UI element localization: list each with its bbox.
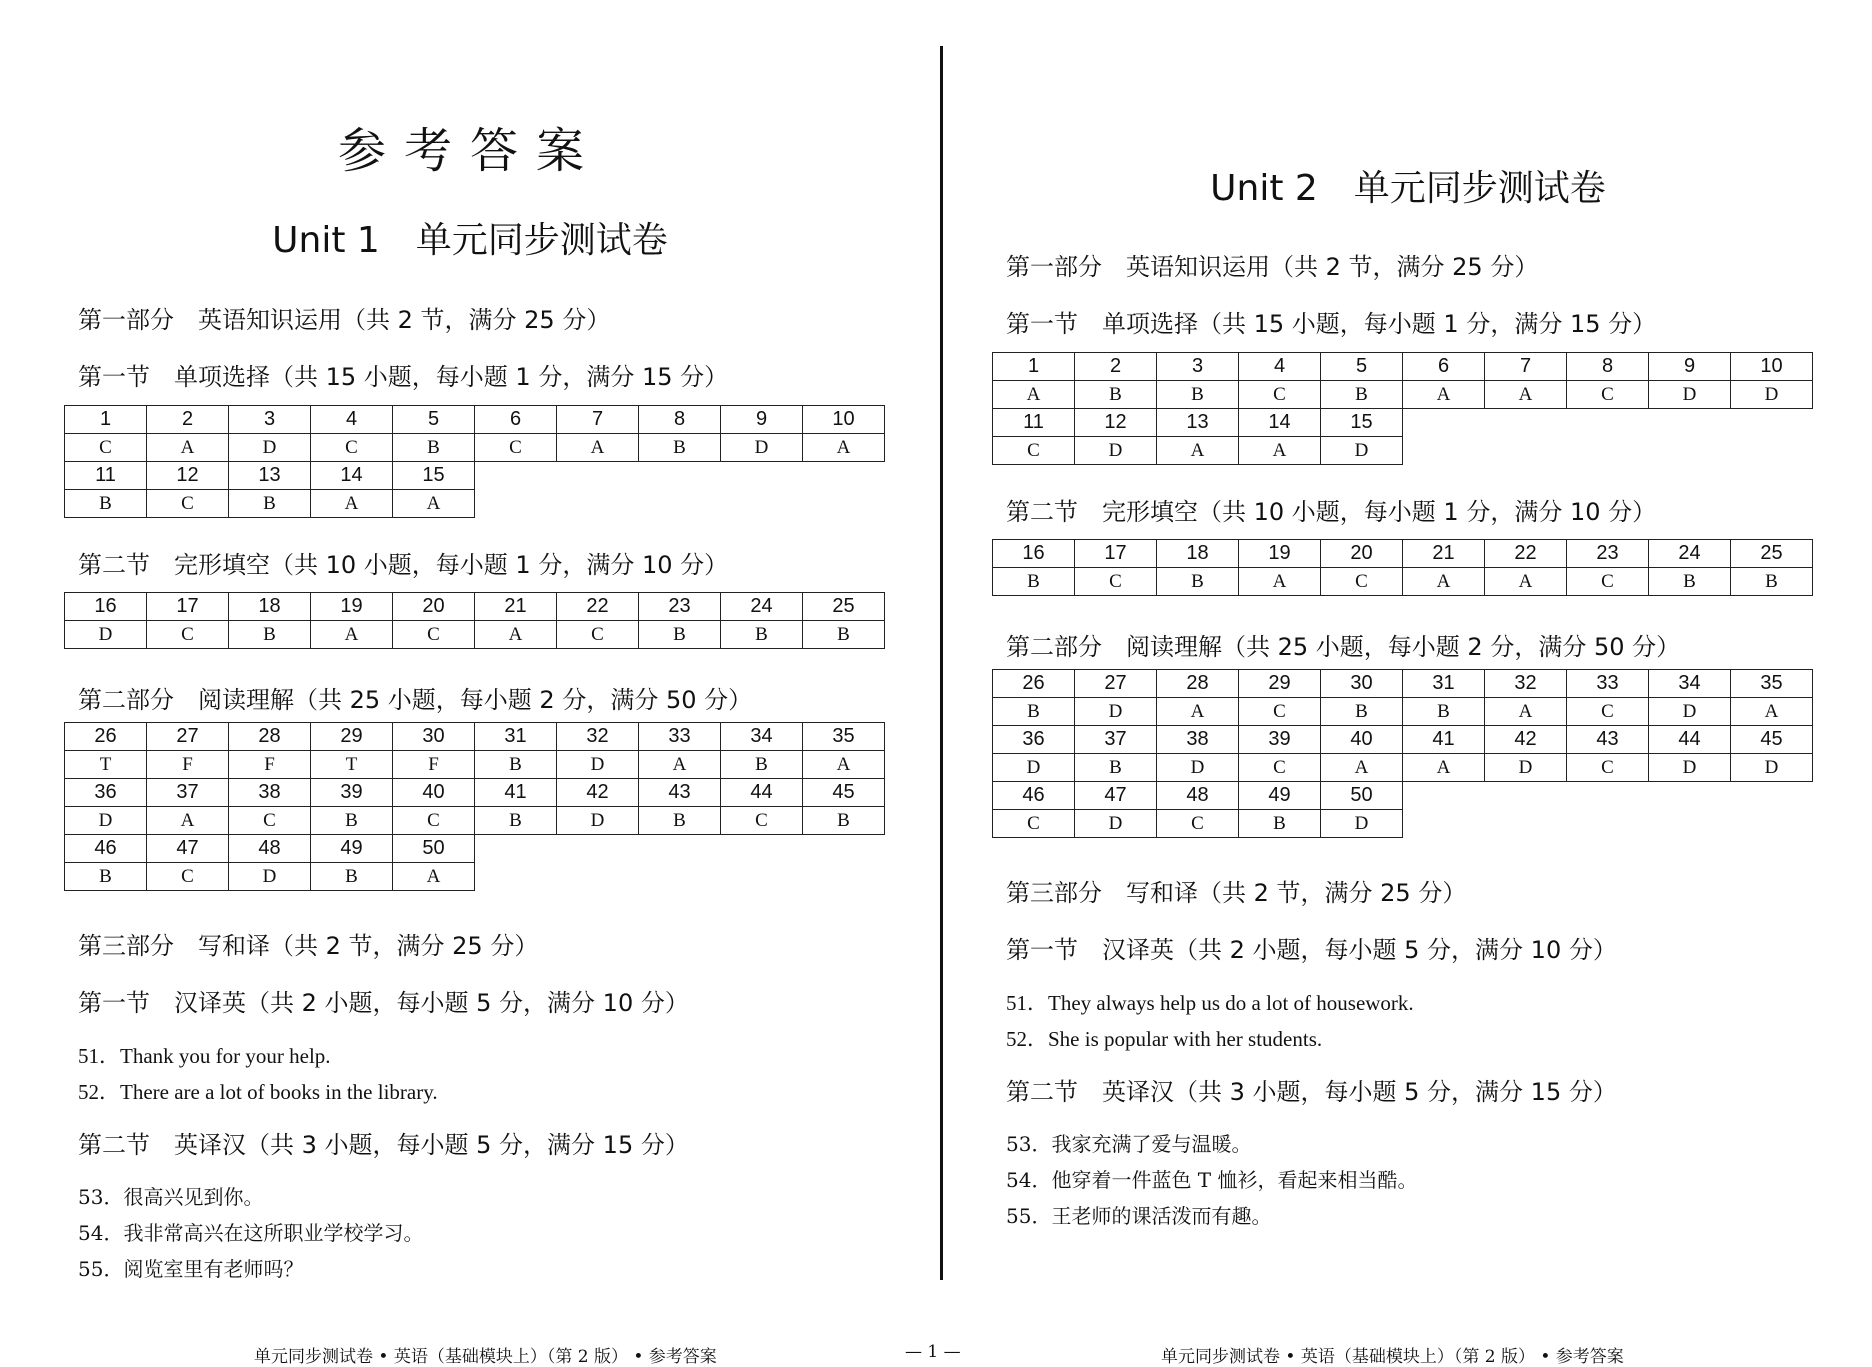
- unit1-part1-heading: 第一部分 英语知识运用（共 2 节，满分 25 分）: [78, 306, 611, 334]
- question-number-cell: 41: [475, 779, 557, 807]
- question-number-row: [993, 353, 1813, 381]
- question-number-cell: 20: [393, 593, 475, 621]
- question-number-cell: 8: [639, 406, 721, 434]
- question-number-cell: 16: [65, 593, 147, 621]
- answer-cell: B: [993, 568, 1075, 596]
- unit2-answer-55: 55．王老师的课活泼而有趣。: [1006, 1204, 1272, 1228]
- unit2-part2-heading: 第二部分 阅读理解（共 25 小题，每小题 2 分，满分 50 分）: [1006, 633, 1681, 661]
- question-number-row: [65, 835, 885, 863]
- unit1-p3sec2-heading: 第二节 英译汉（共 3 小题，每小题 5 分，满分 15 分）: [78, 1131, 689, 1159]
- answer-cell: A: [475, 621, 557, 649]
- answer-cell: B: [639, 807, 721, 835]
- answer-cell: B: [311, 863, 393, 891]
- question-number-cell: 32: [1485, 670, 1567, 698]
- question-number-cell: 3: [1157, 353, 1239, 381]
- answer-cell: T: [311, 751, 393, 779]
- question-number-cell: 6: [1403, 353, 1485, 381]
- answer-cell: A: [639, 751, 721, 779]
- unit1-p3sec1-heading: 第一节 汉译英（共 2 小题，每小题 5 分，满分 10 分）: [78, 989, 689, 1017]
- question-number-cell: 11: [65, 462, 147, 490]
- answer-cell: B: [993, 698, 1075, 726]
- question-number-cell: 31: [475, 723, 557, 751]
- unit1-sec1-heading: 第一节 单项选择（共 15 小题，每小题 1 分，满分 15 分）: [78, 363, 729, 391]
- answer-cell: A: [1321, 754, 1403, 782]
- answer-cell: A: [803, 434, 885, 462]
- question-number-cell: 12: [1075, 409, 1157, 437]
- question-number-cell: 47: [147, 835, 229, 863]
- answer-row: [993, 810, 1813, 838]
- unit1-part2-heading: 第二部分 阅读理解（共 25 小题，每小题 2 分，满分 50 分）: [78, 686, 753, 714]
- question-number-cell: 35: [1731, 670, 1813, 698]
- answer-row: [65, 490, 885, 518]
- answer-cell: D: [557, 751, 639, 779]
- answer-cell: A: [147, 434, 229, 462]
- question-number-cell: 7: [557, 406, 639, 434]
- answer-row: [65, 751, 885, 779]
- question-number-cell: 38: [1157, 726, 1239, 754]
- answer-cell: C: [393, 807, 475, 835]
- answer-cell: B: [803, 807, 885, 835]
- question-number-cell: 14: [311, 462, 393, 490]
- question-number-cell: 35: [803, 723, 885, 751]
- answer-cell: B: [721, 751, 803, 779]
- question-number-cell: 15: [1321, 409, 1403, 437]
- unit2-sec1-table: [992, 352, 1813, 465]
- question-number-row: [65, 723, 885, 751]
- unit2-answer-51: 51．They always help us do a lot of housework.: [1006, 991, 1414, 1015]
- unit1-answer-51: 51．Thank you for your help.: [78, 1044, 331, 1068]
- question-number-cell: 18: [1157, 540, 1239, 568]
- answer-cell: A: [1403, 568, 1485, 596]
- answer-row: [65, 807, 885, 835]
- answer-row: [65, 434, 885, 462]
- answer-cell: F: [147, 751, 229, 779]
- unit1-answer-52: 52．There are a lot of books in the library.: [78, 1080, 438, 1104]
- answer-row: [993, 381, 1813, 409]
- answer-cell: B: [229, 621, 311, 649]
- answer-cell: D: [1321, 437, 1403, 465]
- answer-cell: A: [1485, 381, 1567, 409]
- answer-cell: A: [147, 807, 229, 835]
- answer-cell: C: [147, 490, 229, 518]
- answer-cell: D: [1731, 754, 1813, 782]
- answer-cell: D: [1075, 437, 1157, 465]
- unit2-sec1-heading: 第一节 单项选择（共 15 小题，每小题 1 分，满分 15 分）: [1006, 310, 1657, 338]
- question-number-cell: 39: [1239, 726, 1321, 754]
- answer-cell: T: [65, 751, 147, 779]
- unit2-p3sec2-heading: 第二节 英译汉（共 3 小题，每小题 5 分，满分 15 分）: [1006, 1078, 1617, 1106]
- question-number-cell: 29: [311, 723, 393, 751]
- unit1-part3-heading: 第三部分 写和译（共 2 节，满分 25 分）: [78, 932, 539, 960]
- answer-cell: B: [229, 490, 311, 518]
- question-number-cell: 29: [1239, 670, 1321, 698]
- question-number-cell: 39: [311, 779, 393, 807]
- question-number-cell: 43: [639, 779, 721, 807]
- question-number-cell: 23: [1567, 540, 1649, 568]
- answer-cell: D: [1485, 754, 1567, 782]
- answer-cell: B: [1321, 381, 1403, 409]
- question-number-cell: 4: [311, 406, 393, 434]
- question-number-cell: 25: [803, 593, 885, 621]
- question-number-cell: 21: [475, 593, 557, 621]
- answer-cell: A: [803, 751, 885, 779]
- question-number-cell: 18: [229, 593, 311, 621]
- question-number-cell: 28: [229, 723, 311, 751]
- question-number-cell: 1: [993, 353, 1075, 381]
- question-number-cell: 49: [1239, 782, 1321, 810]
- answer-row: [993, 698, 1813, 726]
- answer-cell: A: [1731, 698, 1813, 726]
- answer-cell: A: [393, 490, 475, 518]
- question-number-cell: 33: [1567, 670, 1649, 698]
- answer-cell: B: [1075, 381, 1157, 409]
- answer-cell: A: [311, 490, 393, 518]
- answer-cell: D: [993, 754, 1075, 782]
- question-number-cell: 36: [65, 779, 147, 807]
- answer-cell: D: [1731, 381, 1813, 409]
- unit2-part2-table: [992, 669, 1813, 838]
- question-number-cell: 42: [1485, 726, 1567, 754]
- answer-cell: D: [1075, 698, 1157, 726]
- answer-cell: B: [721, 621, 803, 649]
- question-number-cell: 37: [147, 779, 229, 807]
- question-number-cell: 11: [993, 409, 1075, 437]
- question-number-cell: 22: [1485, 540, 1567, 568]
- question-number-cell: 21: [1403, 540, 1485, 568]
- unit1-answer-54: 54．我非常高兴在这所职业学校学习。: [78, 1221, 424, 1245]
- answer-cell: A: [1403, 754, 1485, 782]
- question-number-cell: 19: [311, 593, 393, 621]
- question-number-cell: 10: [1731, 353, 1813, 381]
- answer-cell: A: [1403, 381, 1485, 409]
- answer-cell: C: [993, 437, 1075, 465]
- unit2-sec2-heading: 第二节 完形填空（共 10 小题，每小题 1 分，满分 10 分）: [1006, 498, 1657, 526]
- answer-cell: D: [229, 434, 311, 462]
- question-number-cell: 9: [721, 406, 803, 434]
- unit1-part2-table: [64, 722, 885, 891]
- answer-cell: C: [993, 810, 1075, 838]
- answer-cell: B: [393, 434, 475, 462]
- answer-cell: D: [65, 621, 147, 649]
- answer-cell: A: [557, 434, 639, 462]
- unit1-sec1-table: [64, 405, 885, 518]
- answer-cell: B: [475, 807, 557, 835]
- question-number-cell: 26: [65, 723, 147, 751]
- question-number-cell: 41: [1403, 726, 1485, 754]
- answer-row: [65, 621, 885, 649]
- question-number-cell: 45: [1731, 726, 1813, 754]
- question-number-row: [65, 406, 885, 434]
- question-number-cell: 34: [721, 723, 803, 751]
- answer-cell: B: [639, 621, 721, 649]
- answer-cell: C: [1157, 810, 1239, 838]
- question-number-cell: 6: [475, 406, 557, 434]
- question-number-cell: 24: [721, 593, 803, 621]
- answer-cell: D: [557, 807, 639, 835]
- column-divider: [940, 46, 943, 1280]
- question-number-cell: 49: [311, 835, 393, 863]
- answer-cell: A: [1239, 568, 1321, 596]
- unit2-part1-heading: 第一部分 英语知识运用（共 2 节，满分 25 分）: [1006, 253, 1539, 281]
- question-number-cell: 28: [1157, 670, 1239, 698]
- answer-cell: C: [229, 807, 311, 835]
- answer-row: [993, 568, 1813, 596]
- question-number-cell: 34: [1649, 670, 1731, 698]
- right-footer: 单元同步测试卷 • 英语（基础模块上）（第 2 版） • 参考答案: [1161, 1347, 1624, 1367]
- question-number-cell: 36: [993, 726, 1075, 754]
- answer-cell: C: [1567, 381, 1649, 409]
- answer-cell: D: [1649, 381, 1731, 409]
- answer-key-title: 参考答案: [337, 123, 602, 179]
- question-number-cell: 47: [1075, 782, 1157, 810]
- question-number-row: [65, 779, 885, 807]
- answer-cell: C: [1567, 568, 1649, 596]
- question-number-cell: 46: [993, 782, 1075, 810]
- answer-cell: C: [147, 621, 229, 649]
- answer-cell: B: [1731, 568, 1813, 596]
- question-number-cell: 42: [557, 779, 639, 807]
- question-number-cell: 45: [803, 779, 885, 807]
- question-number-cell: 27: [147, 723, 229, 751]
- question-number-cell: 40: [393, 779, 475, 807]
- unit1-answer-55: 55．阅览室里有老师吗？: [78, 1257, 304, 1281]
- unit1-sec2-table: [64, 592, 885, 649]
- question-number-cell: 9: [1649, 353, 1731, 381]
- page-number: — 1 —: [905, 1342, 961, 1362]
- answer-cell: B: [1403, 698, 1485, 726]
- question-number-cell: 50: [1321, 782, 1403, 810]
- question-number-cell: 2: [147, 406, 229, 434]
- question-number-cell: 20: [1321, 540, 1403, 568]
- answer-cell: D: [1075, 810, 1157, 838]
- question-number-row: [993, 670, 1813, 698]
- answer-cell: C: [557, 621, 639, 649]
- answer-cell: B: [65, 863, 147, 891]
- answer-cell: B: [475, 751, 557, 779]
- answer-cell: D: [1649, 698, 1731, 726]
- question-number-cell: 16: [993, 540, 1075, 568]
- question-number-row: [65, 462, 885, 490]
- question-number-cell: 43: [1567, 726, 1649, 754]
- question-number-row: [65, 593, 885, 621]
- answer-cell: B: [311, 807, 393, 835]
- question-number-cell: 44: [1649, 726, 1731, 754]
- question-number-cell: 4: [1239, 353, 1321, 381]
- question-number-cell: 38: [229, 779, 311, 807]
- question-number-cell: 48: [229, 835, 311, 863]
- answer-cell: C: [311, 434, 393, 462]
- question-number-cell: 13: [1157, 409, 1239, 437]
- answer-cell: A: [1485, 568, 1567, 596]
- unit1-answer-53: 53．很高兴见到你。: [78, 1185, 264, 1209]
- answer-cell: A: [311, 621, 393, 649]
- answer-cell: D: [1321, 810, 1403, 838]
- question-number-cell: 17: [1075, 540, 1157, 568]
- question-number-cell: 50: [393, 835, 475, 863]
- answer-cell: B: [1157, 381, 1239, 409]
- answer-cell: C: [393, 621, 475, 649]
- question-number-cell: 8: [1567, 353, 1649, 381]
- answer-cell: D: [65, 807, 147, 835]
- answer-cell: C: [1239, 698, 1321, 726]
- question-number-cell: 12: [147, 462, 229, 490]
- answer-cell: B: [1649, 568, 1731, 596]
- question-number-cell: 1: [65, 406, 147, 434]
- question-number-cell: 24: [1649, 540, 1731, 568]
- question-number-cell: 3: [229, 406, 311, 434]
- question-number-cell: 22: [557, 593, 639, 621]
- answer-cell: A: [1157, 437, 1239, 465]
- question-number-cell: 31: [1403, 670, 1485, 698]
- answer-cell: C: [1321, 568, 1403, 596]
- question-number-cell: 17: [147, 593, 229, 621]
- answer-cell: C: [721, 807, 803, 835]
- unit1-sec2-heading: 第二节 完形填空（共 10 小题，每小题 1 分，满分 10 分）: [78, 551, 729, 579]
- question-number-cell: 19: [1239, 540, 1321, 568]
- answer-cell: A: [1157, 698, 1239, 726]
- answer-cell: C: [1239, 754, 1321, 782]
- unit2-answer-52: 52．She is popular with her students.: [1006, 1027, 1323, 1051]
- question-number-cell: 33: [639, 723, 721, 751]
- question-number-cell: 7: [1485, 353, 1567, 381]
- answer-cell: A: [993, 381, 1075, 409]
- answer-cell: A: [393, 863, 475, 891]
- answer-cell: C: [147, 863, 229, 891]
- question-number-cell: 46: [65, 835, 147, 863]
- unit2-title: Unit 2 单元同步测试卷: [1210, 168, 1606, 209]
- question-number-row: [993, 782, 1813, 810]
- unit2-answer-53: 53．我家充满了爱与温暖。: [1006, 1132, 1252, 1156]
- question-number-cell: 44: [721, 779, 803, 807]
- answer-cell: D: [229, 863, 311, 891]
- question-number-cell: 40: [1321, 726, 1403, 754]
- question-number-cell: 30: [1321, 670, 1403, 698]
- answer-cell: B: [1239, 810, 1321, 838]
- question-number-cell: 48: [1157, 782, 1239, 810]
- answer-cell: B: [639, 434, 721, 462]
- unit2-p3sec1-heading: 第一节 汉译英（共 2 小题，每小题 5 分，满分 10 分）: [1006, 936, 1617, 964]
- left-footer: 单元同步测试卷 • 英语（基础模块上）（第 2 版） • 参考答案: [254, 1347, 717, 1367]
- answer-cell: D: [721, 434, 803, 462]
- answer-cell: B: [803, 621, 885, 649]
- question-number-cell: 23: [639, 593, 721, 621]
- question-number-cell: 2: [1075, 353, 1157, 381]
- answer-cell: C: [1567, 698, 1649, 726]
- answer-cell: F: [229, 751, 311, 779]
- answer-row: [993, 437, 1813, 465]
- answer-cell: C: [1239, 381, 1321, 409]
- question-number-cell: 10: [803, 406, 885, 434]
- question-number-cell: 5: [1321, 353, 1403, 381]
- answer-cell: B: [1321, 698, 1403, 726]
- answer-cell: B: [1157, 568, 1239, 596]
- question-number-cell: 14: [1239, 409, 1321, 437]
- answer-cell: F: [393, 751, 475, 779]
- question-number-row: [993, 409, 1813, 437]
- question-number-cell: 26: [993, 670, 1075, 698]
- question-number-row: [993, 726, 1813, 754]
- question-number-cell: 37: [1075, 726, 1157, 754]
- answer-cell: C: [1567, 754, 1649, 782]
- answer-cell: A: [1239, 437, 1321, 465]
- unit2-part3-heading: 第三部分 写和译（共 2 节，满分 25 分）: [1006, 879, 1467, 907]
- answer-cell: A: [1485, 698, 1567, 726]
- question-number-cell: 30: [393, 723, 475, 751]
- unit2-answer-54: 54．他穿着一件蓝色 T 恤衫，看起来相当酷。: [1006, 1168, 1418, 1192]
- answer-cell: D: [1157, 754, 1239, 782]
- question-number-cell: 5: [393, 406, 475, 434]
- question-number-cell: 25: [1731, 540, 1813, 568]
- question-number-cell: 15: [393, 462, 475, 490]
- answer-cell: B: [1075, 754, 1157, 782]
- question-number-cell: 32: [557, 723, 639, 751]
- answer-cell: C: [475, 434, 557, 462]
- question-number-cell: 13: [229, 462, 311, 490]
- answer-cell: C: [65, 434, 147, 462]
- answer-cell: D: [1649, 754, 1731, 782]
- unit2-sec2-table: [992, 539, 1813, 596]
- question-number-cell: 27: [1075, 670, 1157, 698]
- answer-row: [993, 754, 1813, 782]
- answer-row: [65, 863, 885, 891]
- unit1-title: Unit 1 单元同步测试卷: [272, 220, 668, 261]
- question-number-row: [993, 540, 1813, 568]
- answer-cell: C: [1075, 568, 1157, 596]
- answer-cell: B: [65, 490, 147, 518]
